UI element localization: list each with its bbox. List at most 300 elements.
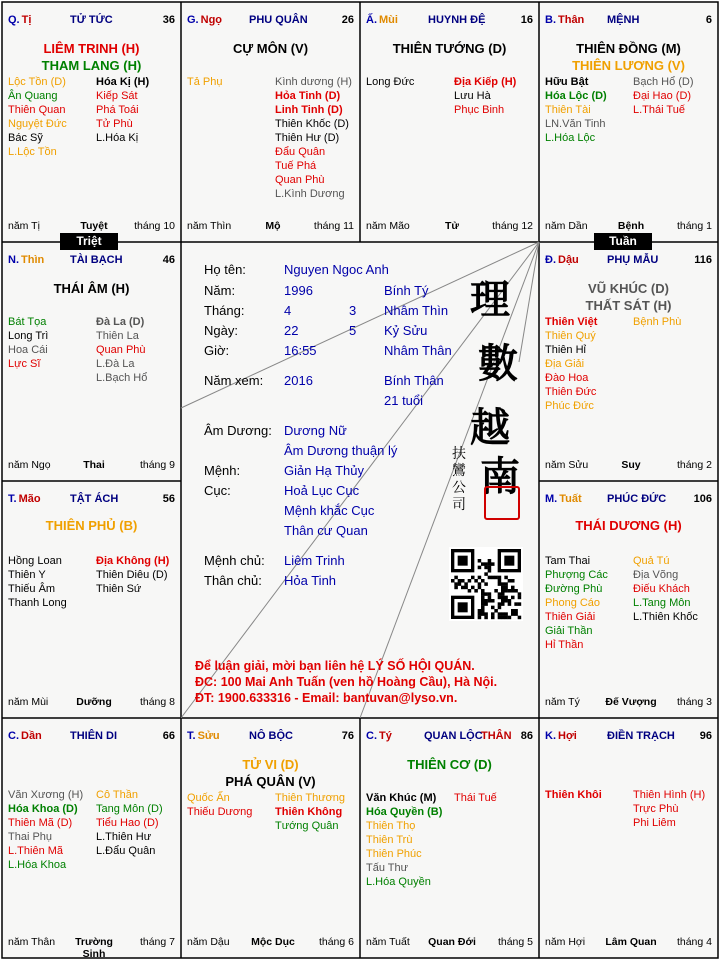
- red-stamp: [484, 486, 520, 520]
- main-star: THIÊN LƯƠNG (V): [572, 58, 685, 73]
- minor-star: Thiên Hư (D): [275, 132, 340, 144]
- minor-star: Điếu Khách: [633, 583, 690, 595]
- life-stage: Tuyệt: [80, 220, 108, 232]
- minor-star: Phong Cáo: [545, 597, 601, 609]
- palace-position: [187, 730, 220, 742]
- palace-position: [8, 730, 42, 742]
- info-label: Năm:: [204, 283, 236, 298]
- minor-stars-right: [96, 554, 169, 596]
- palace-age: 76: [341, 730, 354, 742]
- main-star: LIÊM TRINH (H): [43, 41, 140, 56]
- year-label: năm Dậu: [187, 936, 230, 948]
- minor-star: Tang Môn (D): [96, 803, 163, 815]
- palace-tyy[interactable]: [360, 718, 539, 958]
- info-label: Cục:: [204, 483, 231, 498]
- minor-star: L.Thiên Hư: [96, 831, 152, 843]
- minor-stars-left: [366, 75, 414, 89]
- year-label: năm Mùi: [8, 696, 49, 708]
- minor-star: L.Hóa Lộc: [545, 132, 596, 144]
- info-label: Mệnh:: [204, 463, 241, 478]
- month-label: tháng 8: [139, 696, 175, 708]
- palace-footer: [8, 459, 175, 473]
- minor-star: Quốc Ấn: [187, 792, 230, 804]
- palace-footer: [545, 936, 712, 950]
- palace-tuat[interactable]: [539, 481, 718, 718]
- minor-star: Văn Khúc (M): [366, 792, 437, 804]
- info-value: 5: [349, 323, 357, 338]
- palace-footer: [8, 220, 175, 234]
- minor-star: Thiên Trù: [366, 834, 413, 846]
- minor-star: Phục Binh: [454, 104, 505, 116]
- minor-star: Thiên Việt: [545, 316, 598, 328]
- palace-prefix: B.: [545, 14, 556, 26]
- palace-position: [187, 14, 222, 26]
- minor-stars-left: [8, 554, 67, 610]
- info-value: 3: [349, 303, 357, 318]
- palace-header: [545, 14, 712, 30]
- month-label: tháng 6: [318, 936, 354, 948]
- minor-star: Hỏa Tinh (D): [275, 90, 341, 102]
- palace-footer: [545, 220, 712, 234]
- palace-hoi[interactable]: [539, 718, 718, 958]
- palace-branch: Dậu: [558, 254, 579, 266]
- year-label: năm Tý: [545, 696, 580, 708]
- main-stars: [539, 280, 718, 314]
- main-star: THAM LANG (H): [41, 58, 142, 73]
- minor-star: Bác Sỹ: [8, 132, 43, 144]
- minor-star: L.Hóa Quyền: [366, 876, 431, 888]
- minor-stars-right: [275, 791, 345, 833]
- contact-line2: ĐC: 100 Mai Anh Tuấn (ven hồ Hoàng Cầu), Hà Nội.: [195, 675, 498, 689]
- minor-star: Thai Phụ: [8, 831, 53, 843]
- minor-star: Thiên Hình (H): [633, 789, 706, 801]
- seal-char: 南: [480, 453, 520, 500]
- minor-star: Địa Không (H): [96, 555, 170, 567]
- palace-name: TÀI BẠCH: [70, 254, 123, 266]
- minor-star: Quan Phù: [96, 344, 146, 356]
- palace-suu[interactable]: [181, 718, 360, 958]
- minor-star: Thiên Phúc: [366, 848, 422, 860]
- year-label: năm Tị: [8, 220, 40, 232]
- palace-name: NÔ BỘC: [249, 730, 293, 742]
- minor-star: L.Thái Tuế: [633, 104, 685, 116]
- palace-prefix: C.: [8, 730, 19, 742]
- palace-age: 116: [694, 254, 712, 266]
- info-value: Giản Hạ Thủy: [284, 463, 364, 478]
- minor-star: L.Đà La: [96, 358, 135, 370]
- life-stage: Thai: [83, 459, 105, 471]
- year-label: năm Ngọ: [8, 459, 51, 471]
- year-label: năm Sửu: [545, 459, 589, 471]
- life-stage: Dưỡng: [76, 696, 112, 708]
- palace-header: [187, 14, 354, 30]
- info-value: Mệnh khắc Cục: [284, 503, 375, 518]
- month-label: tháng 12: [492, 220, 533, 232]
- palace-name: MỆNH: [607, 14, 640, 26]
- minor-star: LN.Văn Tinh: [545, 118, 606, 130]
- month-label: tháng 7: [139, 936, 175, 948]
- minor-star: Thiên Quý: [545, 330, 596, 342]
- life-stage: Mộc Dục: [251, 936, 295, 948]
- minor-star: Thiếu Dương: [187, 806, 253, 818]
- contact-line3: ĐT: 1900.633316 - Email: bantuvan@lyso.vn.: [195, 691, 458, 705]
- palace-age: 6: [705, 14, 712, 26]
- minor-star: Thiên Không: [275, 806, 343, 818]
- palace-prefix: K.: [545, 730, 556, 742]
- minor-star: L.Hóa Kị: [96, 132, 139, 144]
- info-value: Hoả Lục Cục: [284, 483, 360, 498]
- palace-prefix: T.: [187, 730, 196, 742]
- minor-star: Thiên Thương: [275, 792, 346, 804]
- minor-stars-left: [545, 554, 608, 652]
- main-stars: [539, 517, 718, 534]
- palace-thin[interactable]: [2, 242, 181, 481]
- info-label: Mệnh chủ:: [204, 553, 265, 568]
- palace-footer: [545, 696, 712, 710]
- minor-star: Hóa Kị (H): [96, 76, 150, 88]
- info-label: Năm xem:: [204, 373, 264, 388]
- main-stars: [181, 40, 360, 57]
- main-star: THIÊN TƯỚNG (D): [392, 41, 507, 56]
- main-stars: [360, 40, 539, 57]
- minor-star: Tuế Phá: [275, 160, 317, 172]
- palace-branch: Dần: [21, 730, 42, 742]
- minor-stars-left: [8, 315, 48, 371]
- palace-age: 16: [520, 14, 533, 26]
- minor-star: Thiên Thọ: [366, 820, 416, 832]
- month-label: tháng 9: [139, 459, 175, 471]
- month-label: tháng 10: [134, 220, 175, 232]
- year-label: năm Thân: [8, 936, 56, 948]
- minor-star: Cô Thần: [96, 789, 138, 801]
- triet-tag: Triệt: [60, 233, 118, 250]
- year-label: năm Mão: [366, 220, 410, 232]
- palace-branch: Thìn: [21, 254, 45, 266]
- minor-star: Tả Phụ: [187, 76, 223, 88]
- minor-star: Thiên Tài: [545, 104, 591, 116]
- main-star: PHÁ QUÂN (V): [225, 774, 316, 789]
- tuan-tag: Tuần: [594, 233, 652, 250]
- palace-position: [366, 14, 398, 26]
- palace-footer: [366, 220, 533, 234]
- minor-star: Tiểu Hao (D): [96, 817, 159, 829]
- minor-star: L.Thiên Khốc: [633, 611, 698, 623]
- minor-stars-right: [275, 75, 352, 201]
- month-label: tháng 1: [676, 220, 712, 232]
- minor-stars-right: [454, 75, 516, 117]
- info-value: 16:55: [284, 343, 317, 358]
- palace-footer: [8, 936, 175, 958]
- month-label: tháng 3: [676, 696, 712, 708]
- minor-star: Thiên Giải: [545, 611, 596, 623]
- minor-star: Thanh Long: [8, 597, 67, 609]
- minor-star: Bát Tọa: [8, 316, 47, 328]
- minor-stars-left: [187, 791, 252, 819]
- palace-name: TẬT ÁCH: [70, 493, 119, 505]
- palace-prefix: Q.: [8, 14, 20, 26]
- palace-name: THIÊN DI: [70, 730, 118, 742]
- main-star: CỰ MÔN (V): [232, 41, 309, 56]
- palace-prefix: Đ.: [545, 254, 556, 266]
- qr-code: [449, 547, 523, 621]
- info-label: Ngày:: [204, 323, 238, 338]
- minor-star: Quả Tú: [633, 555, 670, 567]
- palace-prefix: G.: [187, 14, 199, 26]
- minor-star: Hóa Quyền (B): [366, 806, 443, 818]
- info-value: 22: [284, 323, 299, 338]
- minor-star: L.Kình Dương: [275, 188, 345, 200]
- minor-stars-left: [187, 75, 222, 89]
- palace-header: [366, 14, 533, 30]
- palace-position: [366, 730, 392, 742]
- month-label: tháng 11: [313, 220, 354, 232]
- minor-star: Lưu Hà: [454, 90, 491, 102]
- palace-header: [545, 730, 712, 746]
- palace-name: ĐIỀN TRẠCH: [607, 730, 675, 742]
- palace-prefix: N.: [8, 254, 19, 266]
- life-stage: Suy: [621, 459, 641, 471]
- than-marker: THÂN: [481, 730, 512, 742]
- palace-header: [8, 14, 175, 30]
- seal-vertical-text: 扶鸞公司: [452, 446, 466, 513]
- minor-star: Quan Phù: [275, 174, 325, 186]
- palace-age: 36: [162, 14, 175, 26]
- palace-age: 66: [162, 730, 175, 742]
- minor-stars-right: [96, 75, 149, 145]
- minor-star: L.Thiên Mã: [8, 845, 64, 857]
- palace-age: 46: [162, 254, 175, 266]
- minor-stars-right: [96, 788, 163, 858]
- palace-age: 26: [341, 14, 354, 26]
- seal-char: 理: [470, 276, 510, 323]
- info-value: Nguyen Ngoc Anh: [284, 262, 389, 277]
- main-stars: [181, 756, 360, 790]
- main-star: THẤT SÁT (H): [585, 298, 672, 313]
- life-stage: Trường Sinh: [75, 936, 113, 958]
- minor-star: Thiên Diêu (D): [96, 569, 168, 581]
- minor-star: Thiên Đức: [545, 386, 597, 398]
- minor-star: Nguyệt Đức: [8, 118, 67, 130]
- minor-star: Địa Kiếp (H): [454, 76, 517, 88]
- life-stage: Bệnh: [617, 220, 645, 232]
- year-label: năm Hợi: [545, 936, 586, 948]
- palace-branch: Mão: [18, 493, 41, 505]
- minor-star: Phúc Đức: [545, 400, 594, 412]
- minor-star: Kiếp Sát: [96, 90, 138, 102]
- minor-star: Phi Liêm: [633, 817, 676, 829]
- minor-stars-right: [454, 791, 497, 805]
- minor-stars-right: [633, 788, 705, 830]
- main-stars: [2, 280, 181, 297]
- minor-stars-left: [8, 788, 83, 872]
- palace-ngo[interactable]: [181, 2, 360, 242]
- minor-stars-left: [8, 75, 67, 159]
- minor-star: Địa Võng: [633, 569, 679, 581]
- palace-name: TỬ TỨC: [70, 14, 113, 26]
- info-value: Kỷ Sửu: [384, 323, 428, 338]
- main-star: THIÊN ĐỒNG (M): [576, 41, 681, 56]
- palace-branch: Hợi: [558, 730, 577, 742]
- palace-name: QUAN LỘC: [424, 730, 483, 742]
- palace-header: [8, 730, 175, 746]
- minor-star: Hóa Lộc (D): [545, 90, 607, 102]
- palace-position: [545, 730, 577, 742]
- palace-prefix: T.: [8, 493, 17, 505]
- main-stars: [2, 517, 181, 534]
- main-star: THIÊN CƠ (D): [407, 757, 492, 772]
- info-value: 21 tuổi: [384, 393, 424, 408]
- palace-age: 96: [699, 730, 712, 742]
- main-star: THÁI ÂM (H): [53, 281, 130, 296]
- minor-star: Bệnh Phù: [633, 316, 682, 328]
- palace-branch: Ngọ: [200, 14, 223, 26]
- minor-star: Hữu Bật: [545, 76, 589, 88]
- minor-star: Thiên La: [96, 330, 139, 342]
- minor-star: Văn Xương (H): [8, 789, 84, 801]
- palace-position: [545, 493, 582, 505]
- info-value: Thân cư Quan: [284, 523, 368, 538]
- minor-star: Địa Giải: [545, 358, 585, 370]
- info-value: Nhâm Thìn: [384, 303, 449, 318]
- minor-star: Hoa Cái: [8, 344, 48, 356]
- info-value: 2016: [284, 373, 313, 388]
- minor-star: Tử Phù: [96, 118, 133, 130]
- info-label: Âm Dương:: [204, 423, 272, 438]
- minor-star: Đào Hoa: [545, 372, 589, 384]
- minor-star: Thiên Mã (D): [8, 817, 73, 829]
- month-label: tháng 5: [497, 936, 533, 948]
- main-stars: [2, 40, 181, 74]
- palace-name: PHU QUÂN: [249, 14, 308, 26]
- year-label: năm Tuất: [366, 936, 410, 948]
- minor-star: Đà La (D): [96, 316, 145, 328]
- main-star: THÁI DƯƠNG (H): [575, 518, 682, 533]
- palace-header: [187, 730, 354, 746]
- palace-footer: [187, 220, 354, 234]
- palace-mui[interactable]: [360, 2, 539, 242]
- minor-star: Đẩu Quân: [275, 146, 326, 158]
- minor-star: Long Trì: [8, 330, 49, 342]
- minor-star: Thiếu Âm: [8, 583, 56, 595]
- minor-stars-left: [545, 788, 602, 802]
- palace-branch: Tý: [379, 730, 392, 742]
- palace-branch: Thân: [558, 14, 585, 26]
- palace-name: PHỤ MẪU: [607, 254, 659, 266]
- palace-footer: [187, 936, 354, 950]
- minor-star: Linh Tinh (D): [275, 104, 343, 116]
- info-label: Thân chủ:: [204, 573, 262, 588]
- palace-position: [8, 493, 41, 505]
- palace-age: 106: [693, 493, 712, 505]
- palace-position: [545, 14, 584, 26]
- minor-star: Giải Thần: [545, 625, 593, 637]
- minor-star: Kình dương (H): [275, 76, 352, 88]
- palace-footer: [545, 459, 712, 473]
- palace-prefix: Ấ.: [366, 14, 377, 26]
- minor-stars-left: [545, 315, 597, 413]
- palace-header: [545, 493, 712, 509]
- palace-footer: [366, 936, 533, 950]
- palace-age: 86: [520, 730, 533, 742]
- minor-stars-left: [366, 791, 442, 889]
- info-value: Hỏa Tinh: [284, 573, 337, 588]
- life-stage: Mộ: [265, 220, 281, 232]
- minor-star: Tam Thai: [545, 555, 591, 567]
- minor-star: Hóa Khoa (D): [8, 803, 78, 815]
- minor-star: L.Hóa Khoa: [8, 859, 67, 871]
- minor-stars-right: [633, 554, 698, 624]
- minor-star: Hỉ Thần: [545, 639, 584, 651]
- palace-position: [8, 254, 44, 266]
- palace-prefix: M.: [545, 493, 558, 505]
- minor-stars-right: [633, 75, 694, 117]
- minor-star: Đại Hao (D): [633, 90, 692, 102]
- info-label: Giờ:: [204, 343, 230, 358]
- month-label: tháng 4: [676, 936, 712, 948]
- palace-mao[interactable]: [2, 481, 181, 718]
- info-value: Bính Thân: [384, 373, 444, 388]
- info-value: Liêm Trinh: [284, 553, 345, 568]
- minor-star: Thiên Quan: [8, 104, 66, 116]
- palace-name: HUYNH ĐỆ: [428, 14, 486, 26]
- minor-star: Bạch Hổ (D): [633, 76, 694, 88]
- life-stage: Lâm Quan: [605, 936, 657, 948]
- minor-star: Đường Phù: [545, 583, 603, 595]
- minor-star: Thiên Y: [8, 569, 46, 581]
- info-label: Tháng:: [204, 303, 245, 318]
- info-value: 4: [284, 303, 292, 318]
- contact-line1: Để luận giải, mời bạn liên hệ LÝ SỐ HỘI QUÁN.: [195, 659, 475, 673]
- palace-dau[interactable]: [539, 242, 718, 481]
- palace-header: [8, 254, 175, 270]
- palace-branch: Tuất: [559, 493, 582, 505]
- palace-than[interactable]: [539, 2, 718, 242]
- minor-star: Tướng Quân: [275, 820, 339, 832]
- minor-star: Thiên Khốc (D): [275, 118, 349, 130]
- minor-star: Ân Quang: [8, 90, 58, 102]
- minor-star: Thái Tuế: [454, 792, 497, 804]
- palace-position: [8, 14, 31, 26]
- main-star: TỬ VI (D): [242, 757, 299, 772]
- seal-char: 數: [478, 340, 518, 387]
- minor-star: Thiên Sứ: [96, 583, 142, 595]
- minor-star: Thiên Hỉ: [545, 344, 586, 356]
- palace-ty[interactable]: [2, 2, 181, 242]
- palace-branch: Mùi: [379, 14, 398, 26]
- life-stage: Đế Vượng: [605, 696, 657, 708]
- year-label: năm Dần: [545, 220, 588, 232]
- info-value: Bính Tý: [384, 283, 429, 298]
- info-value: Âm Dương thuận lý: [284, 443, 398, 458]
- minor-star: Lộc Tồn (D): [8, 76, 66, 88]
- info-label: Họ tên:: [204, 262, 246, 277]
- palace-footer: [8, 696, 175, 710]
- info-value: Dương Nữ: [284, 423, 347, 438]
- minor-star: Trực Phù: [633, 803, 679, 815]
- minor-star: Hồng Loan: [8, 555, 62, 567]
- life-stage: Quan Đới: [428, 936, 476, 948]
- palace-dan[interactable]: [2, 718, 181, 958]
- minor-star: Long Đức: [366, 76, 415, 88]
- minor-stars-right: [96, 315, 147, 385]
- main-stars: [539, 40, 718, 74]
- minor-stars-left: [545, 75, 607, 145]
- life-stage: Tử: [444, 220, 460, 232]
- palace-branch: Tị: [21, 14, 32, 26]
- minor-star: L.Tang Môn: [633, 597, 691, 609]
- palace-position: [545, 254, 579, 266]
- main-star: VŨ KHÚC (D): [588, 281, 669, 296]
